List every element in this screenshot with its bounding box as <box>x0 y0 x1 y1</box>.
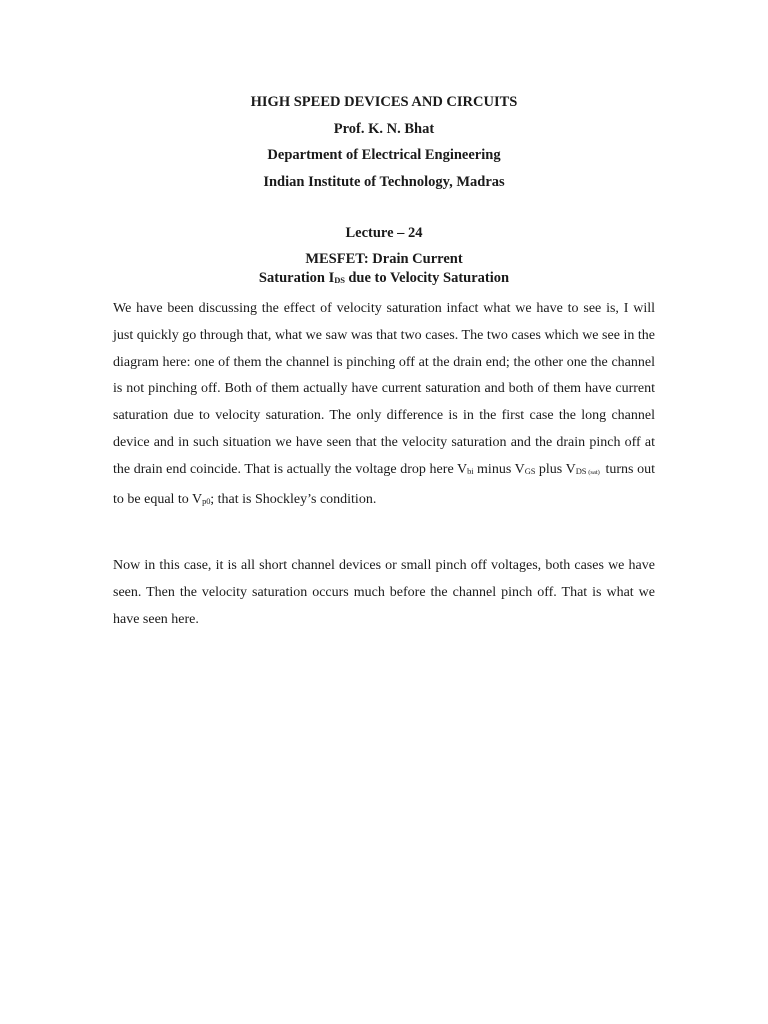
paragraph-1-text-3: plus V <box>535 461 576 477</box>
lecture-subtitle-start: Saturation I <box>258 270 335 286</box>
department-name: Department of Electrical Engineering <box>267 147 501 163</box>
lecture-heading <box>0 224 768 288</box>
paragraph-1-text-1: We have been discussing the effect of velocity saturation infact what we have to see is, I will just quickly go through that, what we saw was that two cases. The two cases which we see in the diagram here: one of them the channel is pinching off at the drain end; the other one the channel is not pinching off. Both of them actually have current saturation and both of them have current saturation due to velocity saturation. The only difference is in the first case the long channel device and in such situation we have seen that the velocity saturation and the drain pinch off at the drain end coincide. That is actually the voltage drop here V <box>113 301 655 477</box>
paragraph-1-text-4: turns out to be equal to V <box>113 461 656 507</box>
body-paragraph-2: Now in this case, it is all short channel devices or small pinch off voltages, both cases we have seen. Then the velocity saturation occurs much before the channel pinch off. That is what we have seen here. <box>113 558 655 627</box>
lecture-subtitle-subscript: DS <box>334 275 345 285</box>
vbi-subscript: bi <box>467 465 474 476</box>
course-title: HIGH SPEED DEVICES AND CIRCUITS <box>250 94 518 110</box>
paragraph-1-text-2: minus V <box>473 461 525 477</box>
vgs-subscript: GS <box>524 465 536 476</box>
lecture-title: MESFET: Drain Current <box>305 251 463 267</box>
vds-subscript: DS <box>575 465 587 476</box>
vp0-subscript: p0 <box>202 495 211 506</box>
professor-name: Prof. K. N. Bhat <box>333 120 435 137</box>
lecture-number: Lecture – 24 <box>345 225 423 241</box>
lecture-subtitle-end: due to Velocity Saturation <box>344 270 510 286</box>
lecture-subtitle <box>0 268 768 288</box>
body-paragraph-1 <box>113 296 655 514</box>
sat-subscript: (sat) <box>588 468 600 476</box>
institute-name: Indian Institute of Technology, Madras <box>263 173 505 190</box>
paragraph-1-text-5: ; that is Shockley’s condition. <box>210 491 377 507</box>
document-header <box>0 93 768 199</box>
